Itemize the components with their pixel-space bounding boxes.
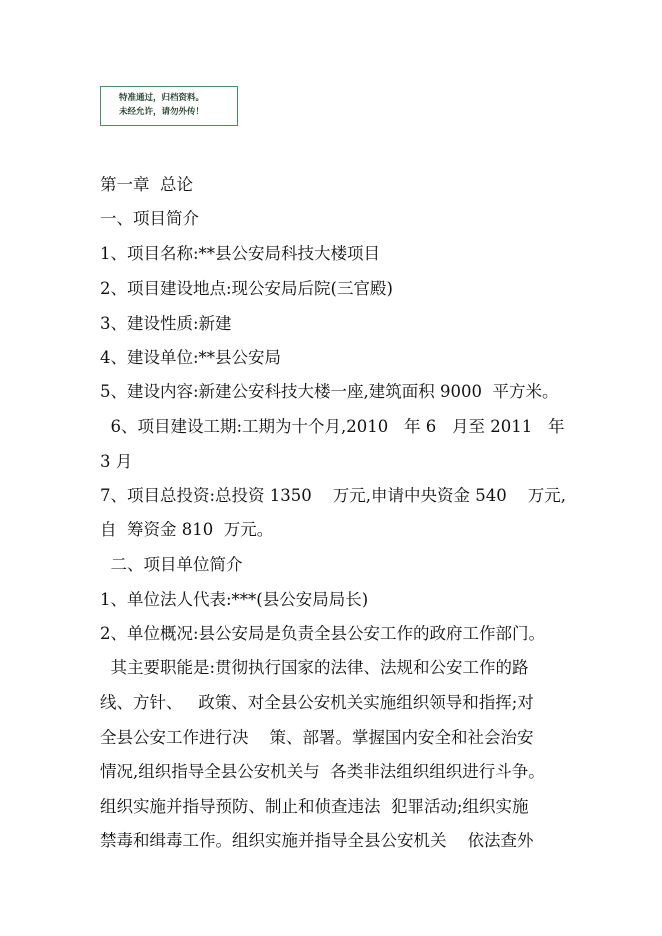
stamp-line-approved: 特准通过，归档资料。 [119, 93, 205, 103]
total-investment-item: 7、项目总投资:总投资 1350 万元,申请中央资金 540 万元, [100, 486, 566, 505]
project-name-item: 1、项目名称:**县公安局科技大楼项目 [100, 244, 381, 263]
construction-unit-item: 4、建设单位:**县公安局 [100, 348, 282, 367]
chapter-title: 第一章 总论 [100, 175, 193, 194]
stamp-line-confidential: 未经允许，请勿外传！ [119, 107, 205, 117]
construction-period-item: 6、项目建设工期:工期为十个月,2010 年 6 月至 2011 年 [100, 417, 565, 436]
unit-overview-line-5: 情况,组织指导全县公安机关与 各类非法组织组织进行斗争。 [100, 762, 545, 781]
construction-content-item: 5、建设内容:新建公安科技大楼一座,建筑面积 9000 平方米。 [100, 382, 559, 401]
unit-overview-line-6: 组织实施并指导预防、制止和侦查违法 犯罪活动;组织实施 [100, 797, 529, 816]
construction-period-continuation: 3 月 [100, 452, 133, 471]
total-investment-continuation: 自 筹资金 810 万元。 [100, 520, 274, 539]
unit-overview-line-4: 全县公安工作进行决 策、部署。掌握国内安全和社会治安 [100, 728, 534, 747]
legal-representative-item: 1、单位法人代表:***(县公安局局长) [100, 590, 369, 609]
unit-overview-line-7: 禁毒和缉毒工作。组织实施并指导全县公安机关 依法查外 [100, 831, 534, 850]
section-unit-intro-heading: 二、项目单位简介 [100, 555, 243, 574]
construction-nature-item: 3、建设性质:新建 [100, 314, 232, 333]
project-location-item: 2、项目建设地点:现公安局后院(三官殿) [100, 279, 393, 298]
unit-overview-line-1: 2、单位概况:县公安局是负责全县公安工作的政府工作部门。 [100, 624, 546, 643]
approval-stamp [100, 86, 238, 126]
section-project-intro-heading: 一、项目简介 [100, 209, 199, 228]
unit-overview-line-3: 线、方针、 政策、对全县公安机关实施组织领导和指挥;对 [100, 693, 534, 712]
unit-overview-line-2: 其主要职能是:贯彻执行国家的法律、法规和公安工作的路 [100, 658, 529, 677]
